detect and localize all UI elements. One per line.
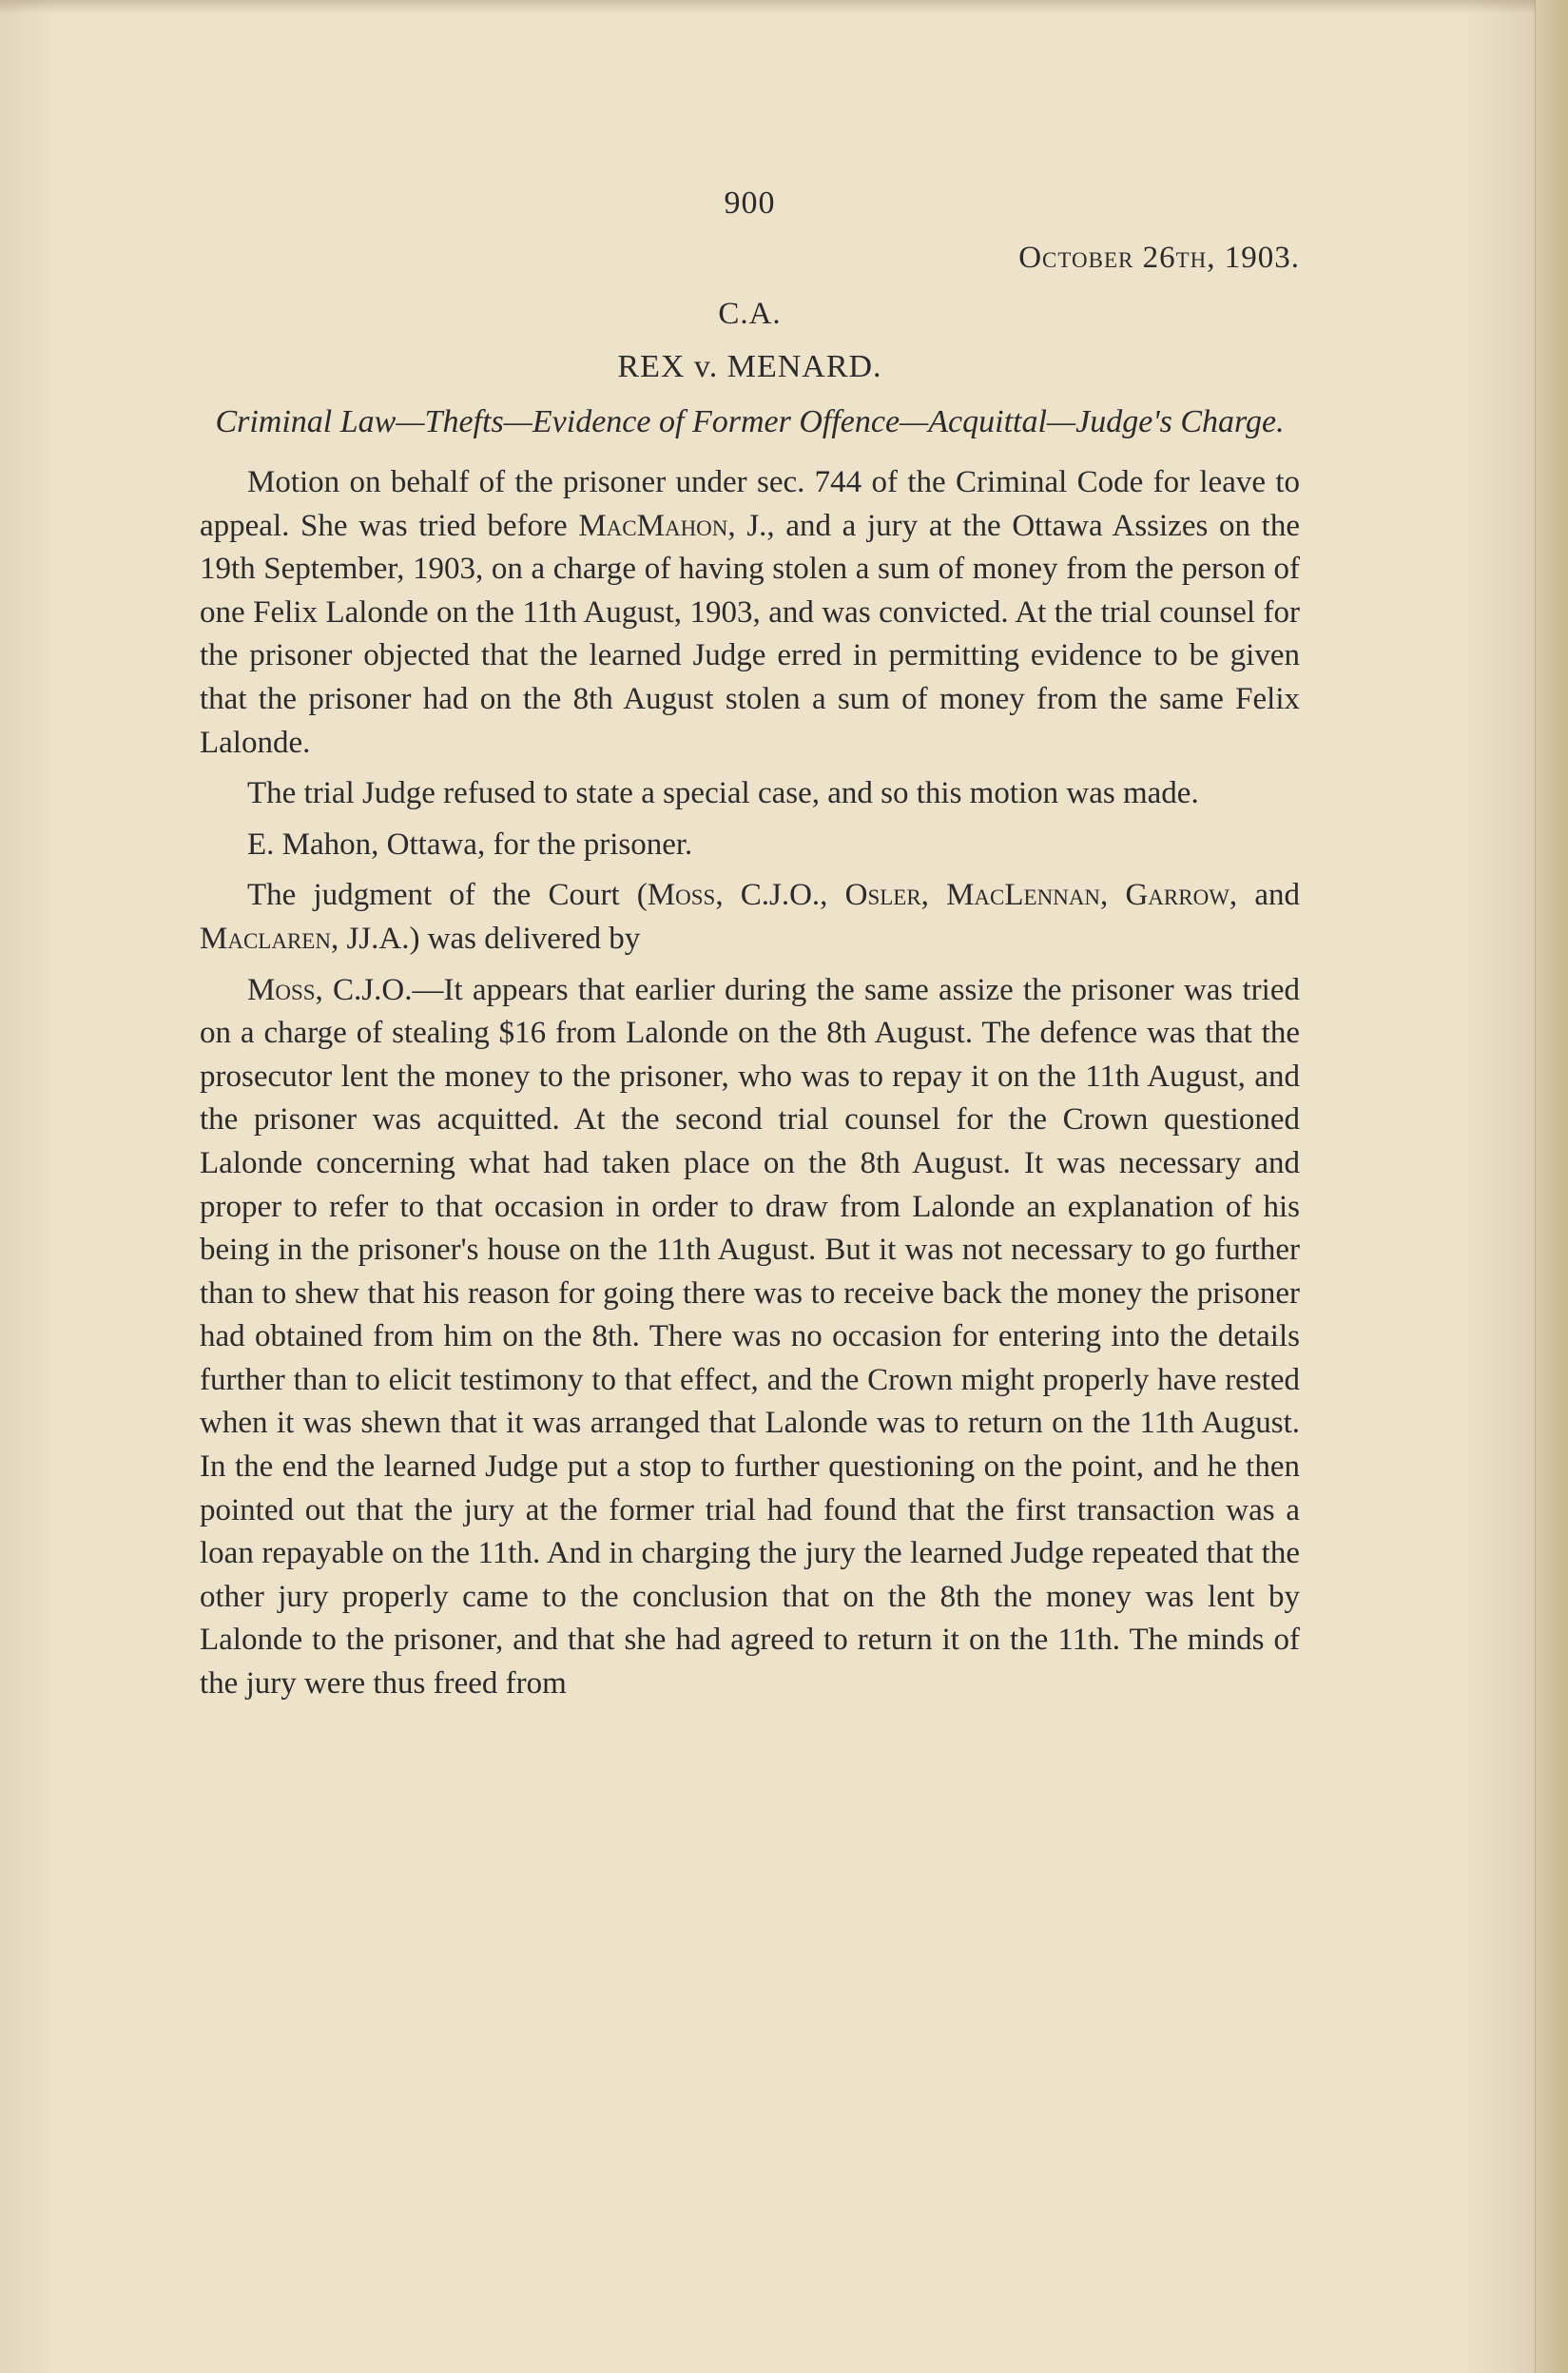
court-abbreviation: C.A.	[718, 297, 782, 331]
page-text-block	[200, 185, 1300, 1714]
paragraph-judgment: Moss, C.J.O.—It appears that earlier during the same assize the prisoner was tried on a charge of stealing $16 from Lalonde on the 8th August. The defence was that the prosecutor lent the money to the prisoner, who was to repay it on the 11th August, and the prisoner was acquitted. At the second trial counsel for the Crown questioned Lalonde concerning what had taken place on the 8th August. It was necessary and proper to refer to that occasion in order to draw from Lalonde an explanation of his being in the prisoner's house on the 11th August. But it was not necessary to go further than to shew that his reason for going there was to receive back the money the prisoner had obtained from him on the 8th. There was no occasion for entering into the details further than to elicit testimony to that effect, and the Crown might properly have rested when it was shewn that it was arranged that Lalonde was to return on the 11th August. In the end the learned Judge put a stop to further questioning on the point, and he then pointed out that the jury at the former trial had found that the first transaction was a loan repayable on the 11th. And in charging the jury the learned Judge repeated that the other jury properly came to the conclusion that on the 8th the money was lent by Lalonde to the prisoner, and that she had agreed to return it on the 11th. The minds of the jury were thus freed from	[200, 972, 1300, 1702]
judge-name: Garrow	[1125, 878, 1229, 913]
judge-name: Osler	[844, 878, 921, 913]
headnote: Criminal Law—Thefts—Evidence of Former Offence—Acquittal—Judge's Charge.	[215, 404, 1285, 439]
judge-name: Moss	[247, 972, 316, 1007]
judgment-date: October 26th, 1903.	[1018, 241, 1300, 275]
judge-name: MacLennan	[946, 878, 1101, 913]
paragraph-counsel: E. Mahon, Ottawa, for the prisoner.	[247, 827, 693, 862]
paragraph-motion: Motion on behalf of the prisoner under sec. 744 of the Criminal Code for leave to appeal. She was tried before MacMahon, J., and a jury at the Ottawa Assizes on the 19th September, 1903, on a charge of having stolen a sum of money from the person of one Felix Lalonde on the 11th August, 1903, and was convicted. At the trial counsel for the prisoner objected that the learned Judge erred in permitting evidence to be given that the prisoner had on the 8th August stolen a sum of money from the same Felix Lalonde.	[200, 465, 1300, 760]
judge-name: MacMahon	[578, 508, 728, 543]
judge-name: Maclaren	[200, 921, 331, 956]
paragraph-court-panel: The judgment of the Court (Moss, C.J.O., Osler, MacLennan, Garrow, and Maclaren, JJ.A.) was delivered by	[200, 878, 1300, 956]
page-number: 900	[724, 185, 776, 221]
page-gutter	[1535, 0, 1568, 2373]
paragraph-special-case: The trial Judge refused to state a special case, and so this motion was made.	[247, 776, 1199, 811]
case-title: REX v. MENARD.	[617, 349, 882, 384]
judge-name: Moss	[647, 878, 716, 913]
